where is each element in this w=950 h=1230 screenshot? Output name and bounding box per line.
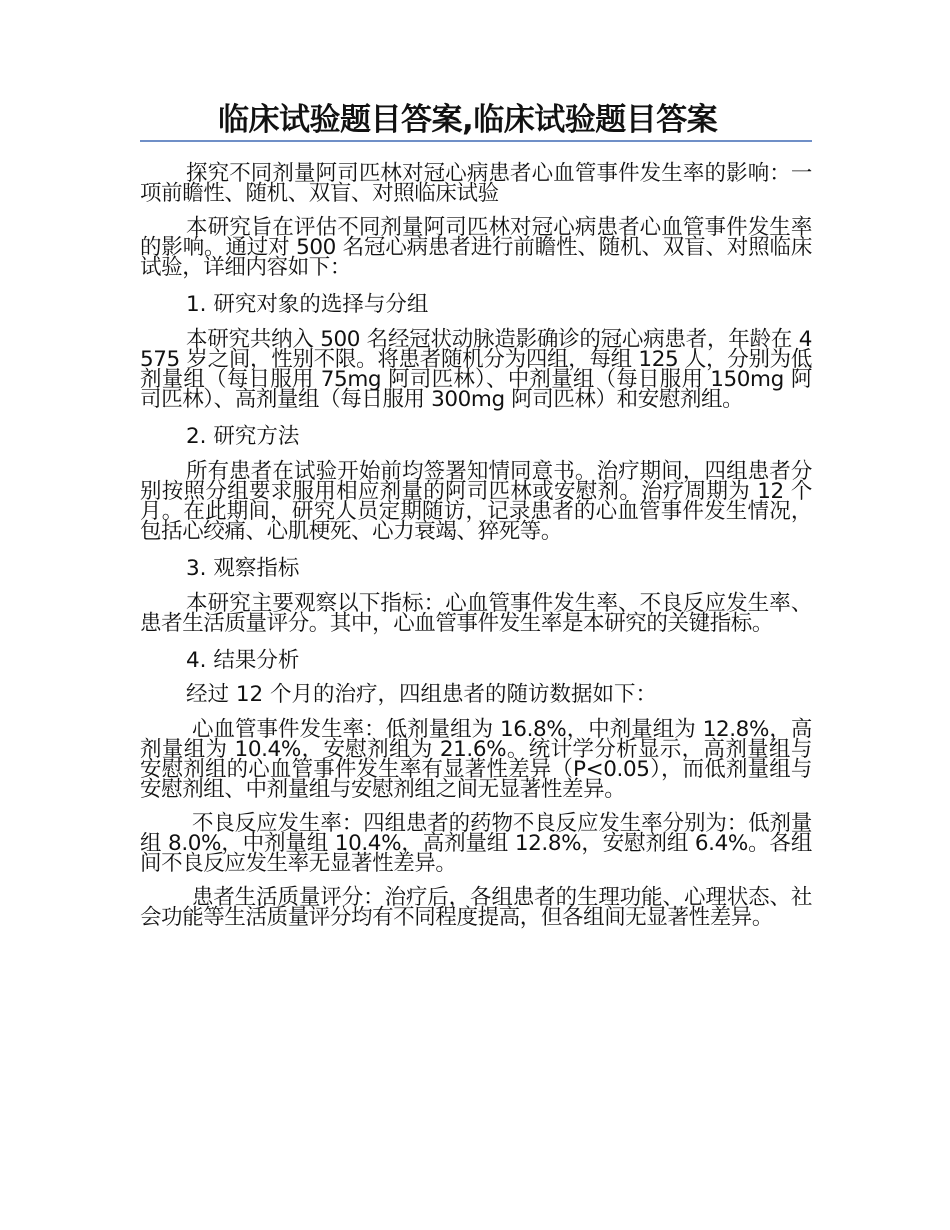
- section-heading-indicators: 3. 观察指标: [186, 556, 300, 581]
- section-paragraph-subjects: 本研究共纳入 500 名经冠状动脉造影确诊的冠心病患者，年龄在 4575 岁之间，性别不限。将患者随机分为四组，每组 125 人，分别为低剂量组（每日服用 75mg 阿司匹林）、中剂量组（每日服用 150mg 阿司匹林）、高剂量组（每日服用 300mg 阿司匹林）和安慰剂组。: [140, 327, 812, 412]
- result-quality-of-life: 患者生活质量评分：治疗后，各组患者的生理功能、心理状态、社会功能等生活质量评分均有不同程度提高，但各组间无显著性差异。: [140, 885, 812, 930]
- document-page: [140, 100, 812, 928]
- intro-paragraph: 本研究旨在评估不同剂量阿司匹林对冠心病患者心血管事件发生率的影响。通过对 500 名冠心病患者进行前瞻性、随机、双盲、对照临床试验，详细内容如下：: [140, 215, 812, 280]
- section-paragraph-indicators: 本研究主要观察以下指标：心血管事件发生率、不良反应发生率、患者生活质量评分。其中，心血管事件发生率是本研究的关键指标。: [140, 591, 812, 636]
- section-heading-subjects: 1. 研究对象的选择与分组: [186, 292, 429, 317]
- section-heading-results: 4. 结果分析: [186, 648, 300, 673]
- document-subtitle: 探究不同剂量阿司匹林对冠心病患者心血管事件发生率的影响：一项前瞻性、随机、双盲、对照临床试验: [140, 161, 812, 206]
- result-cardiovascular-events: 心血管事件发生率：低剂量组为 16.8%，中剂量组为 12.8%，高剂量组为 10.4%，安慰剂组为 21.6%。统计学分析显示，高剂量组与安慰剂组的心血管事件发生率有显著性差异（P<0.05），而低剂量组与安慰剂组、中剂量组与安慰剂组之间无显著性差异。: [140, 717, 812, 802]
- results-intro: 经过 12 个月的治疗，四组患者的随访数据如下：: [186, 682, 658, 707]
- result-adverse-reactions: 不良反应发生率：四组患者的药物不良反应发生率分别为：低剂量组 8.0%，中剂量组 10.4%，高剂量组 12.8%，安慰剂组 6.4%。各组间不良反应发生率无显著性差异。: [140, 811, 812, 876]
- page-title: 临床试验题目答案,临床试验题目答案: [140, 100, 812, 142]
- section-heading-methods: 2. 研究方法: [186, 424, 300, 449]
- section-paragraph-methods: 所有患者在试验开始前均签署知情同意书。治疗期间，四组患者分别按照分组要求服用相应剂量的阿司匹林或安慰剂。治疗周期为 12 个月。在此期间，研究人员定期随访，记录患者的心血管事件发生情况，包括心绞痛、心肌梗死、心力衰竭、猝死等。: [140, 459, 812, 544]
